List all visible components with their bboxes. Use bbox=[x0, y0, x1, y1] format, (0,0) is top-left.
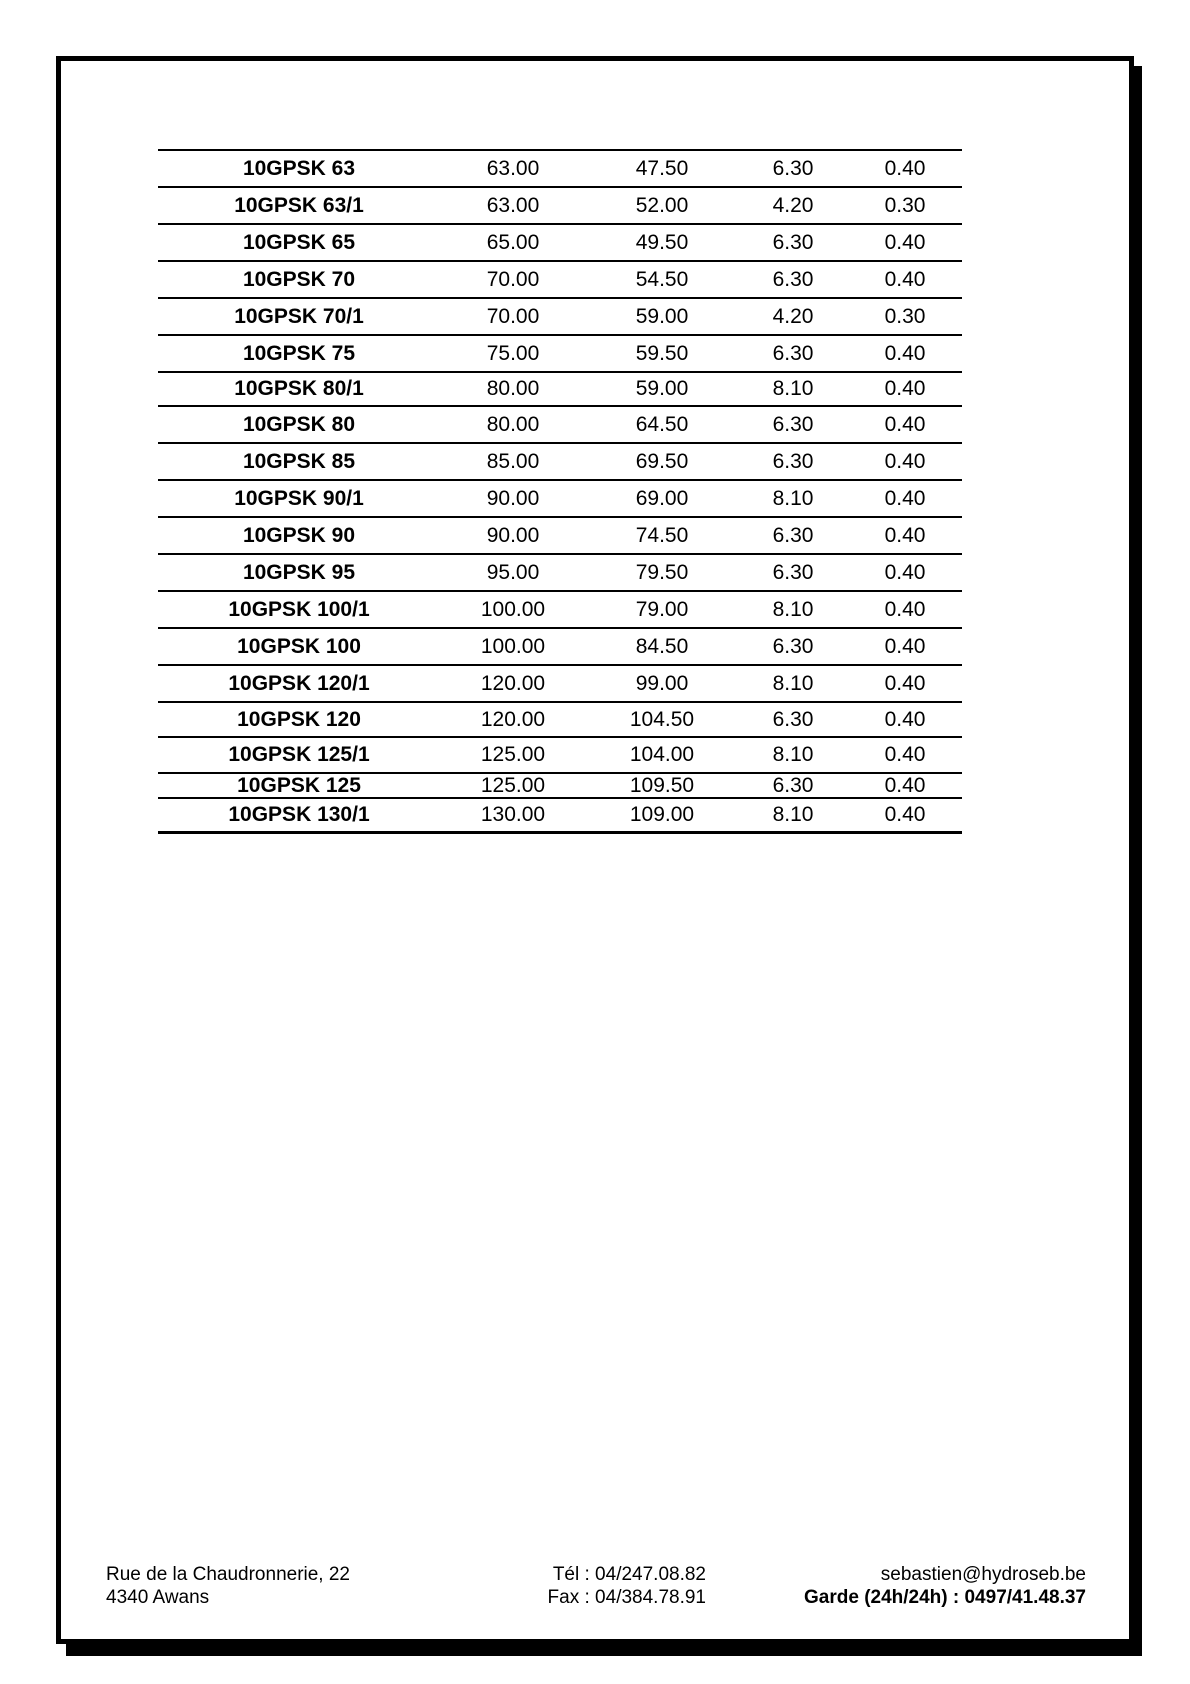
cell-v4: 0.40 bbox=[884, 449, 926, 473]
spec-table bbox=[158, 149, 962, 834]
cell-v2: 79.50 bbox=[635, 560, 689, 584]
cell-v2: 109.00 bbox=[629, 802, 695, 826]
cell-v1: 95.00 bbox=[486, 560, 540, 584]
cell-v4: 0.40 bbox=[884, 743, 926, 766]
cell-v4: 0.40 bbox=[884, 377, 926, 400]
cell-v1: 130.00 bbox=[480, 802, 546, 826]
cell-v2: 109.50 bbox=[629, 773, 695, 797]
table-row bbox=[158, 443, 962, 480]
cell-v1: 63.00 bbox=[486, 193, 540, 217]
cell-v3: 8.10 bbox=[772, 802, 814, 826]
cell-v3: 6.30 bbox=[772, 707, 814, 731]
cell-v2: 47.50 bbox=[635, 156, 689, 180]
cell-v4: 0.40 bbox=[884, 597, 926, 621]
cell-v1: 120.00 bbox=[480, 707, 546, 731]
cell-v1: 100.00 bbox=[480, 634, 546, 658]
cell-ref: 10GPSK 90/1 bbox=[234, 486, 364, 510]
cell-ref: 10GPSK 80 bbox=[242, 412, 356, 436]
cell-v4: 0.40 bbox=[884, 634, 926, 658]
table-row bbox=[158, 372, 962, 406]
table-row bbox=[158, 480, 962, 517]
spec-table-body bbox=[158, 150, 962, 832]
cell-v2: 84.50 bbox=[635, 634, 689, 658]
cell-v1: 65.00 bbox=[486, 230, 540, 254]
cell-v2: 104.50 bbox=[629, 707, 695, 731]
cell-v4: 0.40 bbox=[884, 802, 926, 826]
cell-ref: 10GPSK 70 bbox=[242, 267, 356, 291]
cell-v3: 4.20 bbox=[772, 193, 814, 217]
cell-v2: 59.00 bbox=[635, 377, 689, 400]
emergency-number: Garde (24h/24h) : 0497/41.48.37 bbox=[804, 1587, 1086, 1608]
footer-contact bbox=[804, 1563, 1086, 1609]
cell-v1: 90.00 bbox=[486, 486, 540, 510]
table-row bbox=[158, 798, 962, 832]
cell-v3: 6.30 bbox=[772, 230, 814, 254]
cell-v2: 99.00 bbox=[635, 671, 689, 695]
cell-v4: 0.40 bbox=[884, 267, 926, 291]
cell-v2: 54.50 bbox=[635, 267, 689, 291]
cell-v3: 8.10 bbox=[772, 486, 814, 510]
table-row bbox=[158, 150, 962, 187]
cell-v1: 85.00 bbox=[486, 449, 540, 473]
cell-v3: 6.30 bbox=[772, 156, 814, 180]
cell-v1: 63.00 bbox=[486, 156, 540, 180]
cell-ref: 10GPSK 90 bbox=[242, 523, 356, 547]
cell-v4: 0.40 bbox=[884, 341, 926, 365]
table-row bbox=[158, 591, 962, 628]
cell-v1: 80.00 bbox=[486, 412, 540, 436]
cell-v4: 0.40 bbox=[884, 773, 926, 797]
cell-v1: 90.00 bbox=[486, 523, 540, 547]
cell-ref: 10GPSK 85 bbox=[242, 449, 356, 473]
cell-v1: 80.00 bbox=[486, 377, 540, 400]
table-row bbox=[158, 737, 962, 773]
table-row bbox=[158, 665, 962, 702]
table-row bbox=[158, 261, 962, 298]
cell-ref: 10GPSK 65 bbox=[242, 230, 356, 254]
cell-v2: 52.00 bbox=[635, 193, 689, 217]
cell-ref: 10GPSK 100/1 bbox=[228, 597, 370, 621]
cell-v4: 0.40 bbox=[884, 707, 926, 731]
cell-v2: 69.50 bbox=[635, 449, 689, 473]
cell-v4: 0.30 bbox=[884, 304, 926, 328]
cell-v3: 6.30 bbox=[772, 412, 814, 436]
table-row bbox=[158, 335, 962, 372]
email-address: sebastien@hydroseb.be bbox=[880, 1564, 1086, 1585]
table-row bbox=[158, 702, 962, 737]
cell-ref: 10GPSK 125 bbox=[237, 773, 361, 797]
phone-number: Tél : 04/247.08.82 bbox=[552, 1564, 706, 1585]
cell-ref: 10GPSK 120 bbox=[237, 707, 361, 731]
cell-v2: 69.00 bbox=[635, 486, 689, 510]
cell-v4: 0.40 bbox=[884, 156, 926, 180]
table-row bbox=[158, 773, 962, 798]
cell-v4: 0.40 bbox=[884, 486, 926, 510]
cell-v2: 64.50 bbox=[635, 412, 689, 436]
cell-v3: 6.30 bbox=[772, 634, 814, 658]
cell-ref: 10GPSK 80/1 bbox=[234, 377, 364, 400]
cell-v3: 8.10 bbox=[772, 671, 814, 695]
cell-v4: 0.40 bbox=[884, 560, 926, 584]
cell-ref: 10GPSK 130/1 bbox=[228, 802, 370, 826]
table-row bbox=[158, 628, 962, 665]
footer-phone bbox=[516, 1563, 706, 1609]
cell-v2: 59.50 bbox=[635, 341, 689, 365]
cell-v2: 104.00 bbox=[629, 743, 695, 766]
cell-ref: 10GPSK 100 bbox=[237, 634, 361, 658]
cell-ref: 10GPSK 70/1 bbox=[234, 304, 364, 328]
cell-v1: 100.00 bbox=[480, 597, 546, 621]
address-street: Rue de la Chaudronnerie, 22 bbox=[106, 1564, 351, 1585]
cell-ref: 10GPSK 75 bbox=[242, 341, 356, 365]
table-row bbox=[158, 224, 962, 261]
cell-v3: 6.30 bbox=[772, 560, 814, 584]
cell-v3: 4.20 bbox=[772, 304, 814, 328]
cell-v4: 0.30 bbox=[884, 193, 926, 217]
table-row bbox=[158, 187, 962, 224]
cell-v3: 8.10 bbox=[772, 377, 814, 400]
cell-v3: 8.10 bbox=[772, 597, 814, 621]
cell-v1: 75.00 bbox=[486, 341, 540, 365]
cell-v1: 125.00 bbox=[480, 773, 546, 797]
cell-ref: 10GPSK 63/1 bbox=[234, 193, 364, 217]
cell-v1: 70.00 bbox=[486, 267, 540, 291]
fax-number: Fax : 04/384.78.91 bbox=[547, 1587, 706, 1608]
cell-ref: 10GPSK 95 bbox=[242, 560, 356, 584]
cell-v3: 6.30 bbox=[772, 523, 814, 547]
table-row bbox=[158, 517, 962, 554]
cell-ref: 10GPSK 120/1 bbox=[228, 671, 370, 695]
cell-v4: 0.40 bbox=[884, 412, 926, 436]
cell-v3: 6.30 bbox=[772, 449, 814, 473]
cell-v3: 6.30 bbox=[772, 341, 814, 365]
table-row bbox=[158, 554, 962, 591]
cell-v2: 74.50 bbox=[635, 523, 689, 547]
table-row bbox=[158, 406, 962, 443]
cell-v3: 6.30 bbox=[772, 773, 814, 797]
cell-v2: 59.00 bbox=[635, 304, 689, 328]
cell-v3: 6.30 bbox=[772, 267, 814, 291]
cell-v1: 120.00 bbox=[480, 671, 546, 695]
cell-v1: 70.00 bbox=[486, 304, 540, 328]
cell-v1: 125.00 bbox=[480, 743, 546, 766]
address-city: 4340 Awans bbox=[106, 1587, 210, 1608]
cell-v4: 0.40 bbox=[884, 671, 926, 695]
cell-v4: 0.40 bbox=[884, 230, 926, 254]
cell-v4: 0.40 bbox=[884, 523, 926, 547]
cell-ref: 10GPSK 125/1 bbox=[228, 743, 370, 766]
table-row bbox=[158, 298, 962, 335]
document-page bbox=[56, 56, 1134, 1644]
cell-v3: 8.10 bbox=[772, 743, 814, 766]
cell-v2: 79.00 bbox=[635, 597, 689, 621]
footer-address bbox=[106, 1563, 350, 1609]
cell-ref: 10GPSK 63 bbox=[242, 156, 356, 180]
cell-v2: 49.50 bbox=[635, 230, 689, 254]
